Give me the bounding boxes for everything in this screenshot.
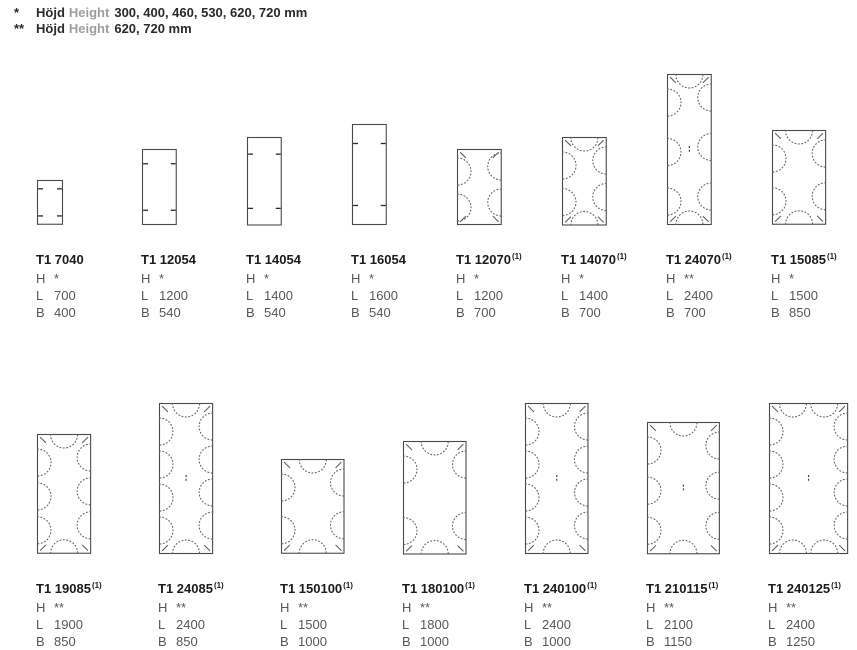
- model-footnote-ref: (1): [465, 581, 475, 590]
- model-number: T1 7040: [36, 252, 84, 267]
- dim-letter-b: B: [646, 634, 655, 649]
- model-number: T1 12070: [456, 252, 511, 267]
- dim-letter-b: B: [768, 634, 777, 649]
- model-name: [280, 578, 402, 596]
- table-model-card: [456, 76, 561, 321]
- diagram-area: [456, 76, 561, 226]
- dim-length-row: [771, 287, 857, 304]
- dim-letter-h: H: [36, 271, 46, 286]
- diagram-area: [246, 76, 351, 226]
- model-labels: [646, 578, 768, 650]
- dim-length-value: 1800: [420, 617, 449, 632]
- dim-breadth-row: [646, 633, 768, 650]
- model-labels: [158, 578, 280, 650]
- table-top-diagram: [666, 73, 713, 226]
- dim-height-value: **: [684, 271, 695, 286]
- dim-breadth-value: 850: [54, 634, 76, 649]
- table-top-diagram: [456, 148, 503, 226]
- asterisk-marker: **: [14, 21, 25, 36]
- height-footnotes: [0, 0, 857, 37]
- model-number: T1 16054: [351, 252, 406, 267]
- table-outline: [38, 435, 91, 554]
- dim-height-value: *: [789, 271, 795, 286]
- dim-breadth-row: [280, 633, 402, 650]
- dim-height-value: **: [176, 600, 187, 615]
- model-number: T1 240125: [768, 581, 831, 596]
- term-swedish: Höjd: [36, 21, 65, 36]
- table-outline: [458, 150, 502, 225]
- dim-breadth-row: [36, 633, 158, 650]
- dim-height-value: *: [369, 271, 375, 286]
- table-model-card: [36, 76, 141, 321]
- diagram-area: [36, 405, 158, 555]
- dim-breadth-row: [456, 304, 561, 321]
- table-model-card: [402, 405, 524, 650]
- model-labels: [768, 578, 857, 650]
- table-top-diagram: [158, 402, 214, 555]
- dim-letter-b: B: [141, 305, 150, 320]
- dim-breadth-value: 540: [264, 305, 286, 320]
- height-values: 620, 720 mm: [114, 21, 192, 36]
- diagram-area: [36, 76, 141, 226]
- dim-height-value: **: [542, 600, 553, 615]
- model-footnote-ref: (1): [616, 252, 627, 261]
- dim-letter-b: B: [351, 305, 360, 320]
- diagram-area: [666, 76, 771, 226]
- model-labels: [561, 249, 666, 321]
- dim-length-value: 2400: [684, 288, 713, 303]
- dim-breadth-row: [141, 304, 246, 321]
- model-footnote-ref: (1): [343, 581, 353, 590]
- dim-height-value: **: [664, 600, 675, 615]
- model-row-top: [0, 76, 857, 321]
- dim-height-value: *: [54, 271, 60, 286]
- dim-letter-h: H: [158, 600, 168, 615]
- model-labels: [280, 578, 402, 650]
- dim-letter-l: L: [666, 288, 674, 303]
- dim-length-row: [646, 616, 768, 633]
- term-swedish: Höjd: [36, 5, 65, 20]
- dim-length-value: 1500: [789, 288, 818, 303]
- dim-height-row: [280, 599, 402, 616]
- dim-height-value: **: [298, 600, 309, 615]
- table-outline: [648, 422, 720, 553]
- dim-breadth-row: [351, 304, 456, 321]
- dim-breadth-value: 1000: [298, 634, 327, 649]
- dim-breadth-row: [666, 304, 771, 321]
- diagram-area: [646, 405, 768, 555]
- model-name: [351, 249, 456, 267]
- dim-letter-l: L: [456, 288, 464, 303]
- term-english: Height: [68, 5, 110, 20]
- dim-breadth-value: 1150: [664, 634, 692, 649]
- dim-breadth-value: 1000: [420, 634, 449, 649]
- table-model-card: [141, 76, 246, 321]
- dim-letter-h: H: [456, 271, 466, 286]
- dim-letter-l: L: [36, 288, 44, 303]
- dim-length-row: [561, 287, 666, 304]
- dim-letter-l: L: [246, 288, 254, 303]
- dim-height-row: [666, 270, 771, 287]
- dim-letter-l: L: [402, 617, 410, 632]
- dim-height-row: [141, 270, 246, 287]
- dim-height-value: *: [474, 271, 480, 286]
- dim-letter-l: L: [351, 288, 359, 303]
- dim-length-row: [524, 616, 646, 633]
- table-model-card: [771, 76, 857, 321]
- table-model-card: [246, 76, 351, 321]
- table-outline: [668, 75, 712, 225]
- diagram-area: [768, 405, 857, 555]
- dim-height-row: [36, 270, 141, 287]
- table-model-card: [768, 405, 857, 650]
- dim-breadth-value: 850: [789, 305, 811, 320]
- dim-breadth-value: 540: [159, 305, 181, 320]
- dim-letter-b: B: [36, 634, 45, 649]
- dim-letter-l: L: [141, 288, 149, 303]
- dim-length-value: 2400: [786, 617, 815, 632]
- table-model-card: [561, 76, 666, 321]
- dim-breadth-row: [246, 304, 351, 321]
- model-labels: [456, 249, 561, 321]
- dim-letter-h: H: [768, 600, 778, 615]
- model-footnote-ref: (1): [721, 252, 732, 261]
- table-top-diagram: [561, 136, 608, 227]
- table-outline: [248, 137, 282, 225]
- dim-breadth-value: 1000: [542, 634, 571, 649]
- dim-length-value: 2400: [176, 617, 205, 632]
- table-top-diagram: [402, 440, 468, 556]
- dim-length-row: [246, 287, 351, 304]
- dim-letter-b: B: [771, 305, 780, 320]
- dim-length-value: 1400: [264, 288, 293, 303]
- dim-height-row: [768, 599, 857, 616]
- dim-length-row: [402, 616, 524, 633]
- model-name: [456, 249, 561, 267]
- dim-letter-h: H: [402, 600, 412, 615]
- model-number: T1 15085: [771, 252, 826, 267]
- dim-height-row: [561, 270, 666, 287]
- model-footnote-ref: (1): [826, 252, 837, 261]
- dim-length-value: 1200: [474, 288, 503, 303]
- dim-length-row: [768, 616, 857, 633]
- dim-length-value: 1500: [298, 617, 327, 632]
- term-english: Height: [68, 21, 110, 36]
- dim-breadth-row: [524, 633, 646, 650]
- model-number: T1 150100: [280, 581, 343, 596]
- dim-breadth-value: 1250: [786, 634, 815, 649]
- table-top-diagram: [280, 458, 346, 555]
- dim-letter-h: H: [771, 271, 781, 286]
- table-outline: [404, 441, 467, 554]
- dim-breadth-value: 700: [474, 305, 496, 320]
- model-name: [36, 578, 158, 596]
- dim-length-value: 2100: [664, 617, 693, 632]
- dim-letter-h: H: [280, 600, 290, 615]
- dim-length-row: [351, 287, 456, 304]
- dim-letter-b: B: [36, 305, 45, 320]
- dim-letter-h: H: [666, 271, 676, 286]
- dim-length-row: [36, 287, 141, 304]
- diagram-area: [351, 76, 456, 226]
- model-number: T1 19085: [36, 581, 91, 596]
- footnote-double-asterisk: [14, 21, 857, 37]
- model-number: T1 210115: [646, 581, 708, 596]
- model-name: [666, 249, 771, 267]
- model-footnote-ref: (1): [831, 581, 841, 590]
- dim-height-row: [646, 599, 768, 616]
- dim-letter-l: L: [768, 617, 776, 632]
- model-name: [771, 249, 857, 267]
- table-top-diagram: [36, 433, 92, 555]
- table-top-diagram: [768, 402, 849, 555]
- footnote-single-asterisk: [14, 5, 857, 21]
- asterisk-marker: *: [14, 5, 20, 20]
- dim-height-value: *: [264, 271, 270, 286]
- dim-length-value: 1200: [159, 288, 188, 303]
- table-top-diagram: [36, 179, 64, 226]
- model-footnote-ref: (1): [91, 581, 102, 590]
- dim-length-value: 1900: [54, 617, 83, 632]
- model-labels: [246, 249, 351, 321]
- dim-breadth-value: 700: [579, 305, 601, 320]
- table-top-diagram: [246, 136, 283, 227]
- height-values: 300, 400, 460, 530, 620, 720 mm: [114, 5, 308, 20]
- model-labels: [524, 578, 646, 650]
- dim-letter-b: B: [280, 634, 289, 649]
- model-number: T1 24085: [158, 581, 213, 596]
- model-name: [646, 578, 768, 596]
- dim-letter-l: L: [646, 617, 654, 632]
- dim-letter-l: L: [280, 617, 288, 632]
- dim-height-value: **: [420, 600, 431, 615]
- model-labels: [36, 249, 141, 321]
- dim-height-value: **: [786, 600, 797, 615]
- dim-breadth-row: [771, 304, 857, 321]
- table-top-diagram: [646, 421, 721, 555]
- dim-height-row: [246, 270, 351, 287]
- dim-height-row: [771, 270, 857, 287]
- model-name: [524, 578, 646, 596]
- model-name: [141, 249, 246, 267]
- dim-breadth-row: [158, 633, 280, 650]
- dim-letter-l: L: [524, 617, 532, 632]
- dim-breadth-row: [561, 304, 666, 321]
- dim-letter-h: H: [646, 600, 656, 615]
- dim-letter-l: L: [561, 288, 569, 303]
- dim-breadth-value: 400: [54, 305, 76, 320]
- dim-length-row: [666, 287, 771, 304]
- table-model-card: [280, 405, 402, 650]
- table-top-diagram: [524, 402, 590, 555]
- table-outline: [770, 404, 848, 554]
- dim-length-value: 700: [54, 288, 76, 303]
- table-model-card: [36, 405, 158, 650]
- model-name: [768, 578, 857, 596]
- table-model-card: [666, 76, 771, 321]
- dim-letter-h: H: [524, 600, 534, 615]
- model-labels: [666, 249, 771, 321]
- diagram-area: [158, 405, 280, 555]
- dim-letter-h: H: [36, 600, 46, 615]
- dim-letter-b: B: [246, 305, 255, 320]
- model-labels: [36, 578, 158, 650]
- dim-breadth-row: [768, 633, 857, 650]
- model-name: [402, 578, 524, 596]
- model-footnote-ref: (1): [511, 252, 522, 261]
- model-number: T1 12054: [141, 252, 196, 267]
- dim-height-row: [158, 599, 280, 616]
- dim-height-value: *: [579, 271, 585, 286]
- table-outline: [526, 404, 589, 554]
- model-number: T1 240100: [524, 581, 587, 596]
- diagram-area: [280, 405, 402, 555]
- diagram-area: [141, 76, 246, 226]
- dim-letter-b: B: [456, 305, 465, 320]
- table-model-card: [646, 405, 768, 650]
- model-name: [36, 249, 141, 267]
- table-top-diagram: [351, 123, 388, 226]
- dim-letter-b: B: [524, 634, 533, 649]
- model-footnote-ref: (1): [213, 581, 224, 590]
- diagram-area: [771, 76, 857, 226]
- diagram-area: [561, 76, 666, 226]
- table-model-card: [351, 76, 456, 321]
- model-footnote-ref: (1): [708, 581, 719, 590]
- dim-height-row: [402, 599, 524, 616]
- dim-letter-h: H: [246, 271, 256, 286]
- table-outline: [143, 150, 177, 225]
- dim-height-row: [524, 599, 646, 616]
- dim-breadth-value: 540: [369, 305, 391, 320]
- dim-letter-l: L: [158, 617, 166, 632]
- model-number: T1 14070: [561, 252, 616, 267]
- dim-length-row: [280, 616, 402, 633]
- dim-letter-h: H: [561, 271, 571, 286]
- model-number: T1 14054: [246, 252, 301, 267]
- dim-height-value: **: [54, 600, 65, 615]
- dim-length-row: [36, 616, 158, 633]
- table-model-card: [158, 405, 280, 650]
- dim-breadth-row: [402, 633, 524, 650]
- model-number: T1 180100: [402, 581, 465, 596]
- dim-breadth-value: 850: [176, 634, 198, 649]
- table-outline: [38, 181, 63, 225]
- model-name: [158, 578, 280, 596]
- model-labels: [141, 249, 246, 321]
- model-name: [561, 249, 666, 267]
- dim-height-row: [36, 599, 158, 616]
- model-labels: [351, 249, 456, 321]
- dim-length-value: 2400: [542, 617, 571, 632]
- dim-length-value: 1400: [579, 288, 608, 303]
- dim-letter-b: B: [158, 634, 167, 649]
- dim-length-value: 1600: [369, 288, 398, 303]
- diagram-area: [524, 405, 646, 555]
- table-model-card: [524, 405, 646, 650]
- dim-letter-h: H: [141, 271, 151, 286]
- dim-height-row: [351, 270, 456, 287]
- model-labels: [771, 249, 857, 321]
- model-labels: [402, 578, 524, 650]
- dim-letter-h: H: [351, 271, 361, 286]
- dim-letter-l: L: [36, 617, 44, 632]
- model-number: T1 24070: [666, 252, 721, 267]
- table-outline: [160, 404, 213, 554]
- dim-height-value: *: [159, 271, 165, 286]
- dim-breadth-value: 700: [684, 305, 706, 320]
- dim-length-row: [158, 616, 280, 633]
- table-top-diagram: [141, 148, 178, 226]
- dim-length-row: [141, 287, 246, 304]
- dim-letter-b: B: [561, 305, 570, 320]
- model-name: [246, 249, 351, 267]
- model-footnote-ref: (1): [587, 581, 597, 590]
- model-row-bottom: [0, 405, 857, 650]
- dim-letter-l: L: [771, 288, 779, 303]
- dim-length-row: [456, 287, 561, 304]
- dim-letter-b: B: [402, 634, 411, 649]
- diagram-area: [402, 405, 524, 555]
- table-outline: [353, 125, 387, 225]
- dim-letter-b: B: [666, 305, 675, 320]
- dim-breadth-row: [36, 304, 141, 321]
- dim-height-row: [456, 270, 561, 287]
- table-top-diagram: [771, 129, 827, 226]
